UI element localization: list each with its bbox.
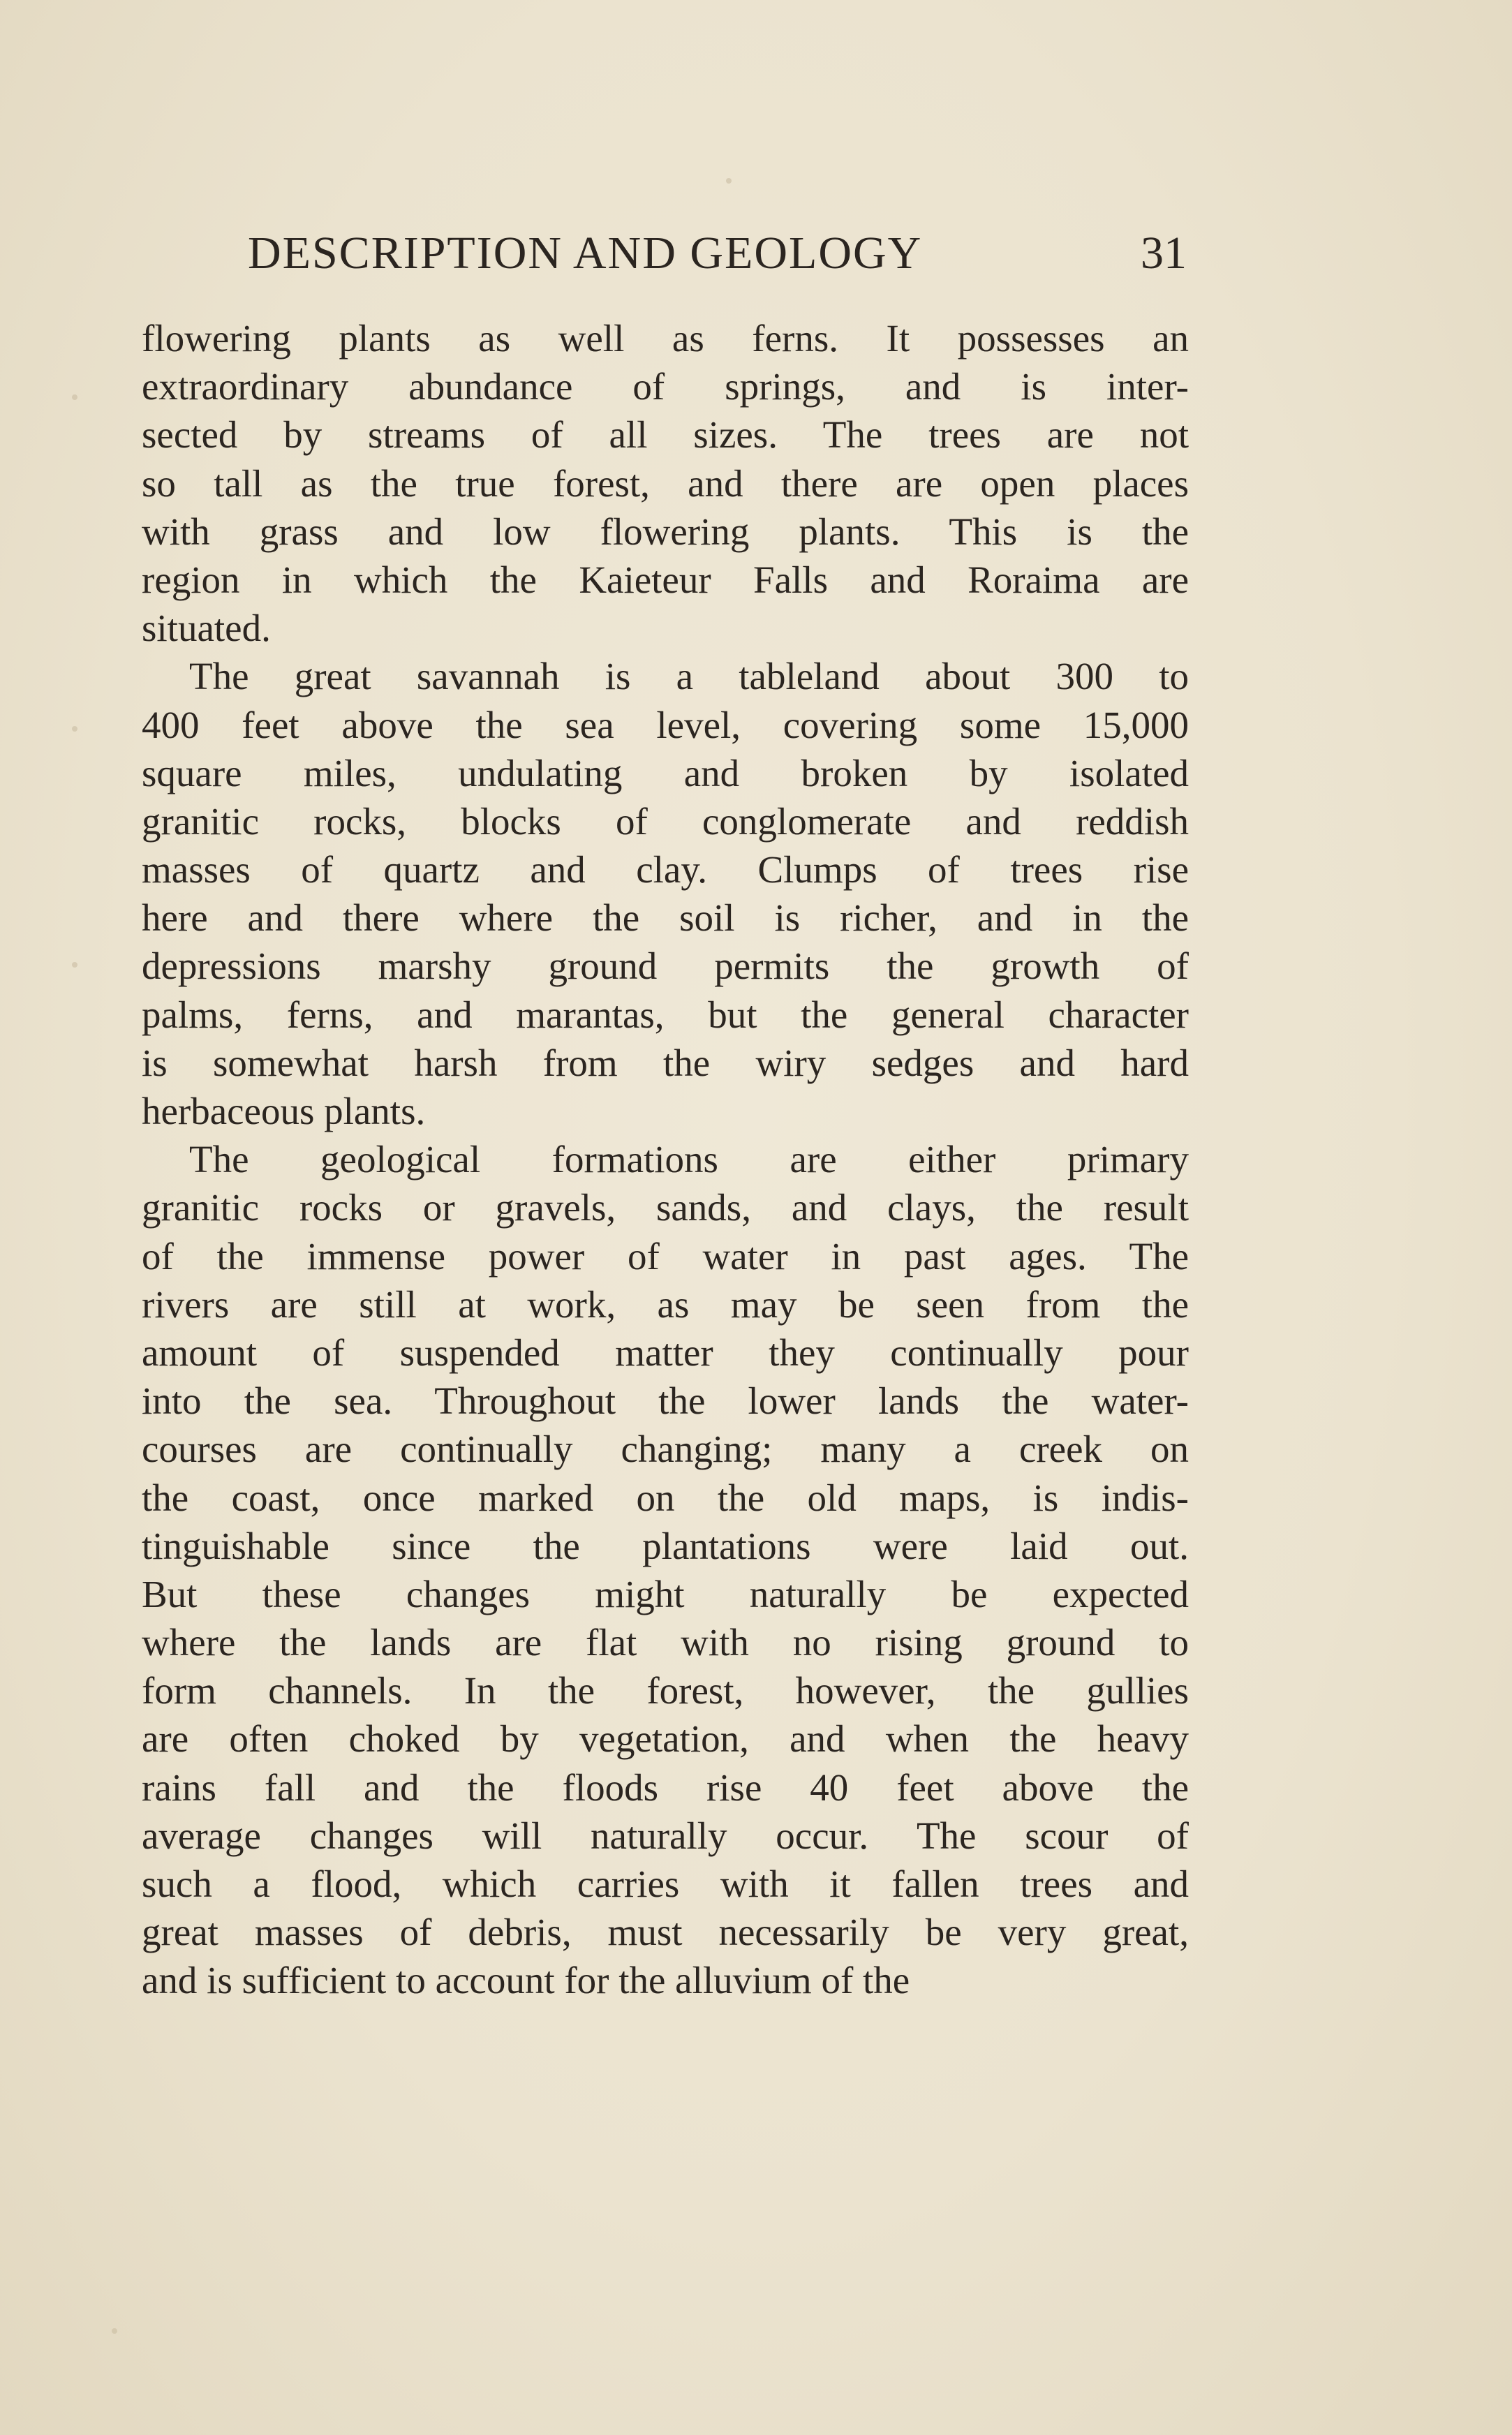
paper-speck [726, 178, 732, 184]
text-line: of the immense power of water in past ages. The [142, 1234, 1189, 1278]
text-line: depressions marshy ground permits the growth of [142, 945, 1189, 988]
text-line: here and there where the soil is richer, and in the [142, 896, 1189, 940]
text-line: flowering plants as well as ferns. It possesses an [142, 317, 1189, 360]
text-line: into the sea. Throughout the lower lands the water- [142, 1379, 1189, 1423]
text-line: and is sufficient to account for the alluvium of the [142, 1959, 910, 2002]
text-line: average changes will naturally occur. The scour of [142, 1814, 1189, 1857]
text-line: amount of suspended matter they continually pour [142, 1331, 1189, 1374]
text-line: granitic rocks or gravels, sands, and clays, the result [142, 1186, 1189, 1229]
paragraph [142, 314, 1189, 652]
text-line: region in which the Kaieteur Falls and Roraima are [142, 558, 1189, 601]
text-line: courses are continually changing; many a creek on [142, 1428, 1189, 1471]
text-line: palms, ferns, and marantas, but the general character [142, 993, 1189, 1036]
text-line: square miles, undulating and broken by isolated [142, 751, 1189, 794]
text-line: The geological formations are either primary [189, 1138, 1189, 1181]
text-line: The great savannah is a tableland about 300 to [189, 655, 1189, 698]
text-line: masses of quartz and clay. Clumps of trees rise [142, 848, 1189, 891]
paper-speck [72, 394, 77, 400]
text-line: where the lands are flat with no rising ground to [142, 1621, 1189, 1664]
text-line: with grass and low flowering plants. This is the [142, 510, 1189, 553]
text-line: such a flood, which carries with it fallen trees and [142, 1863, 1189, 1905]
paragraph [142, 652, 1189, 1135]
text-line: 400 feet above the sea level, covering some 15,000 [142, 703, 1189, 746]
text-line: tinguishable since the plantations were laid out. [142, 1524, 1189, 1567]
body-text [142, 314, 1189, 2005]
text-line: granitic rocks, blocks of conglomerate and reddish [142, 799, 1189, 843]
text-line: situated. [142, 607, 271, 650]
paragraph [142, 1135, 1189, 2004]
text-line: rains fall and the floods rise 40 feet above the [142, 1766, 1189, 1809]
running-head: DESCRIPTION AND GEOLOGY [248, 228, 923, 279]
text-line: the coast, once marked on the old maps, is indis- [142, 1476, 1189, 1519]
text-line: sected by streams of all sizes. The trees are not [142, 413, 1189, 457]
paper-speck [72, 962, 77, 968]
page-header [248, 222, 1187, 285]
text-line: extraordinary abundance of springs, and is inter- [142, 365, 1189, 408]
text-line: herbaceous plants. [142, 1090, 426, 1132]
paper-speck [72, 726, 77, 732]
text-line: rivers are still at work, as may be seen from the [142, 1282, 1189, 1326]
paper-speck [112, 2328, 117, 2334]
text-line: is somewhat harsh from the wiry sedges and hard [142, 1041, 1189, 1084]
text-line: so tall as the true forest, and there are open places [142, 461, 1189, 505]
text-line: are often choked by vegetation, and when the heavy [142, 1717, 1189, 1761]
page-number: 31 [1141, 228, 1187, 279]
text-line: But these changes might naturally be expected [142, 1572, 1189, 1615]
text-line: great masses of debris, must necessarily be very great, [142, 1911, 1189, 1954]
text-line: form channels. In the forest, however, the gullies [142, 1669, 1189, 1712]
